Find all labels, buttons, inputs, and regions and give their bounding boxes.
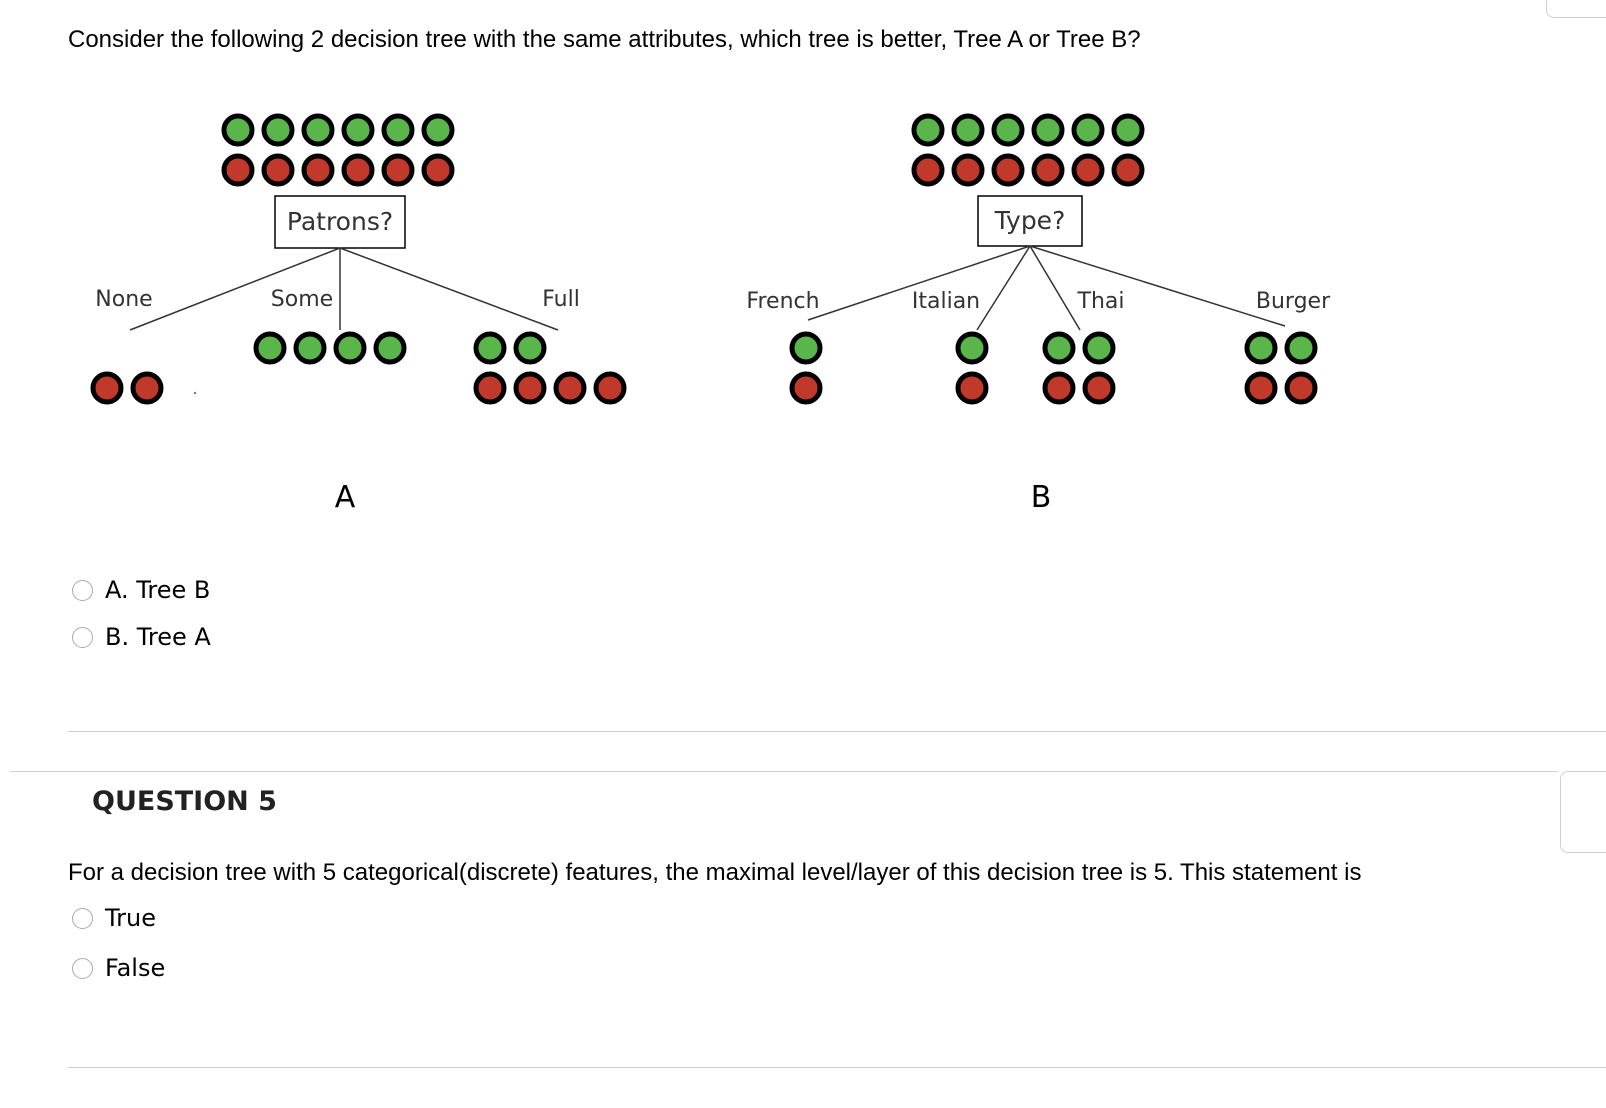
question-divider bbox=[68, 731, 1606, 732]
q5-option-true-label[interactable]: True bbox=[105, 904, 156, 932]
q4-option-b-radio[interactable] bbox=[72, 627, 93, 648]
tree-b-root-red-dot bbox=[954, 156, 982, 184]
tree-a-branch-label-none: None bbox=[95, 287, 153, 312]
tree-b bbox=[746, 116, 1331, 515]
tree-b-branch-label-thai: Thai bbox=[1077, 289, 1125, 314]
tree-a-root-samples bbox=[224, 116, 452, 184]
tree-b-caption: B bbox=[1030, 480, 1052, 515]
tree-b-branch-label-french: French bbox=[746, 289, 820, 314]
question-5-title: QUESTION 5 bbox=[92, 786, 277, 817]
q4-option-a-radio[interactable] bbox=[72, 580, 93, 601]
tree-b-leaf-burger-green-dot bbox=[1247, 334, 1275, 362]
tree-b-root-red-dot bbox=[1074, 156, 1102, 184]
tree-b-root-red-dot bbox=[914, 156, 942, 184]
tree-a-root-green-dot bbox=[384, 116, 412, 144]
tree-a-branch-label-full: Full bbox=[542, 287, 580, 312]
tree-b-root-red-dot bbox=[994, 156, 1022, 184]
question-5-side-panel bbox=[1560, 771, 1606, 853]
tree-b-edge-burger bbox=[1030, 246, 1285, 326]
tree-b-root-green-dot bbox=[954, 116, 982, 144]
tree-a-root-green-dot bbox=[304, 116, 332, 144]
tree-a-root-green-dot bbox=[264, 116, 292, 144]
tree-b-root-red-dot bbox=[1034, 156, 1062, 184]
tree-a-leaf-samples bbox=[93, 334, 624, 402]
tree-b-root-red-dot bbox=[1114, 156, 1142, 184]
tree-b-leaf-italian-green-dot bbox=[958, 334, 986, 362]
q5-option-true-radio[interactable] bbox=[72, 908, 93, 929]
tree-a-root-label: Patrons? bbox=[286, 207, 394, 236]
tree-b-leaf-french-red-dot bbox=[792, 374, 820, 402]
tree-a-leaf-some-green-dot bbox=[256, 334, 284, 362]
tree-b-branch-label-italian: Italian bbox=[911, 289, 981, 314]
tree-a-root-green-dot bbox=[344, 116, 372, 144]
tree-a-branch-label-some: Some bbox=[270, 287, 334, 312]
tree-b-root-green-dot bbox=[1034, 116, 1062, 144]
q5-option-true[interactable] bbox=[72, 904, 156, 932]
tree-b-root-green-dot bbox=[914, 116, 942, 144]
tree-b-leaf-samples bbox=[792, 334, 1315, 402]
tree-a-root-red-dot bbox=[304, 156, 332, 184]
q4-option-tree-a[interactable] bbox=[72, 623, 211, 651]
question-5-prompt: For a decision tree with 5 categorical(discrete) features, the maximal level/layer of this decision tree is 5. This statement is bbox=[68, 859, 1362, 886]
question-block-border bbox=[10, 771, 1558, 772]
tree-a-leaf-none-red-dot bbox=[93, 374, 121, 402]
question-4-prompt: Consider the following 2 decision tree with the same attributes, which tree is better, Tree A or Tree B? bbox=[68, 26, 1141, 53]
tree-b-leaf-burger-red-dot bbox=[1287, 374, 1315, 402]
tree-a-leaf-full-red-dot bbox=[556, 374, 584, 402]
tree-b-leaf-italian-red-dot bbox=[958, 374, 986, 402]
stray-dot bbox=[194, 392, 196, 394]
tree-b-leaf-thai-red-dot bbox=[1085, 374, 1113, 402]
tree-b-leaf-thai-green-dot bbox=[1085, 334, 1113, 362]
tree-a-leaf-full-red-dot bbox=[516, 374, 544, 402]
q4-option-a-label[interactable]: A. Tree B bbox=[105, 576, 211, 604]
tree-b-root-green-dot bbox=[1114, 116, 1142, 144]
tree-a-root-green-dot bbox=[224, 116, 252, 144]
tree-b-root-green-dot bbox=[994, 116, 1022, 144]
tree-a-root-red-dot bbox=[264, 156, 292, 184]
tree-b-root-green-dot bbox=[1074, 116, 1102, 144]
tree-b-edge-italian bbox=[977, 246, 1030, 330]
tree-a-caption: A bbox=[334, 480, 356, 515]
tree-b-root-label: Type? bbox=[994, 206, 1066, 235]
tree-a-leaf-full-green-dot bbox=[476, 334, 504, 362]
tree-a-edge-full bbox=[340, 248, 558, 330]
tree-a-root-red-dot bbox=[384, 156, 412, 184]
q5-option-false[interactable] bbox=[72, 954, 165, 982]
tree-b-leaf-thai-red-dot bbox=[1045, 374, 1073, 402]
tree-b-branch-label-burger: Burger bbox=[1255, 289, 1331, 314]
tree-a-leaf-full-red-dot bbox=[476, 374, 504, 402]
tree-a-leaf-some-green-dot bbox=[296, 334, 324, 362]
tree-a-leaf-some-green-dot bbox=[376, 334, 404, 362]
tree-a-root-red-dot bbox=[224, 156, 252, 184]
tree-a-root-red-dot bbox=[424, 156, 452, 184]
q5-option-false-label[interactable]: False bbox=[105, 954, 166, 982]
tree-b-root-samples bbox=[914, 116, 1142, 184]
q5-option-false-radio[interactable] bbox=[72, 958, 93, 979]
tree-a-leaf-full-red-dot bbox=[596, 374, 624, 402]
tree-a-leaf-full-green-dot bbox=[516, 334, 544, 362]
q4-option-tree-b[interactable] bbox=[72, 576, 210, 604]
tree-b-leaf-thai-green-dot bbox=[1045, 334, 1073, 362]
bottom-divider bbox=[68, 1067, 1606, 1068]
tree-b-leaf-burger-green-dot bbox=[1287, 334, 1315, 362]
question-4-side-panel bbox=[1546, 0, 1606, 18]
tree-b-leaf-burger-red-dot bbox=[1247, 374, 1275, 402]
tree-a-root-red-dot bbox=[344, 156, 372, 184]
tree-a-root-green-dot bbox=[424, 116, 452, 144]
tree-a bbox=[93, 116, 624, 515]
tree-a-leaf-some-green-dot bbox=[336, 334, 364, 362]
q4-option-b-label[interactable]: B. Tree A bbox=[105, 623, 211, 651]
tree-a-leaf-none-red-dot bbox=[133, 374, 161, 402]
tree-b-leaf-french-green-dot bbox=[792, 334, 820, 362]
